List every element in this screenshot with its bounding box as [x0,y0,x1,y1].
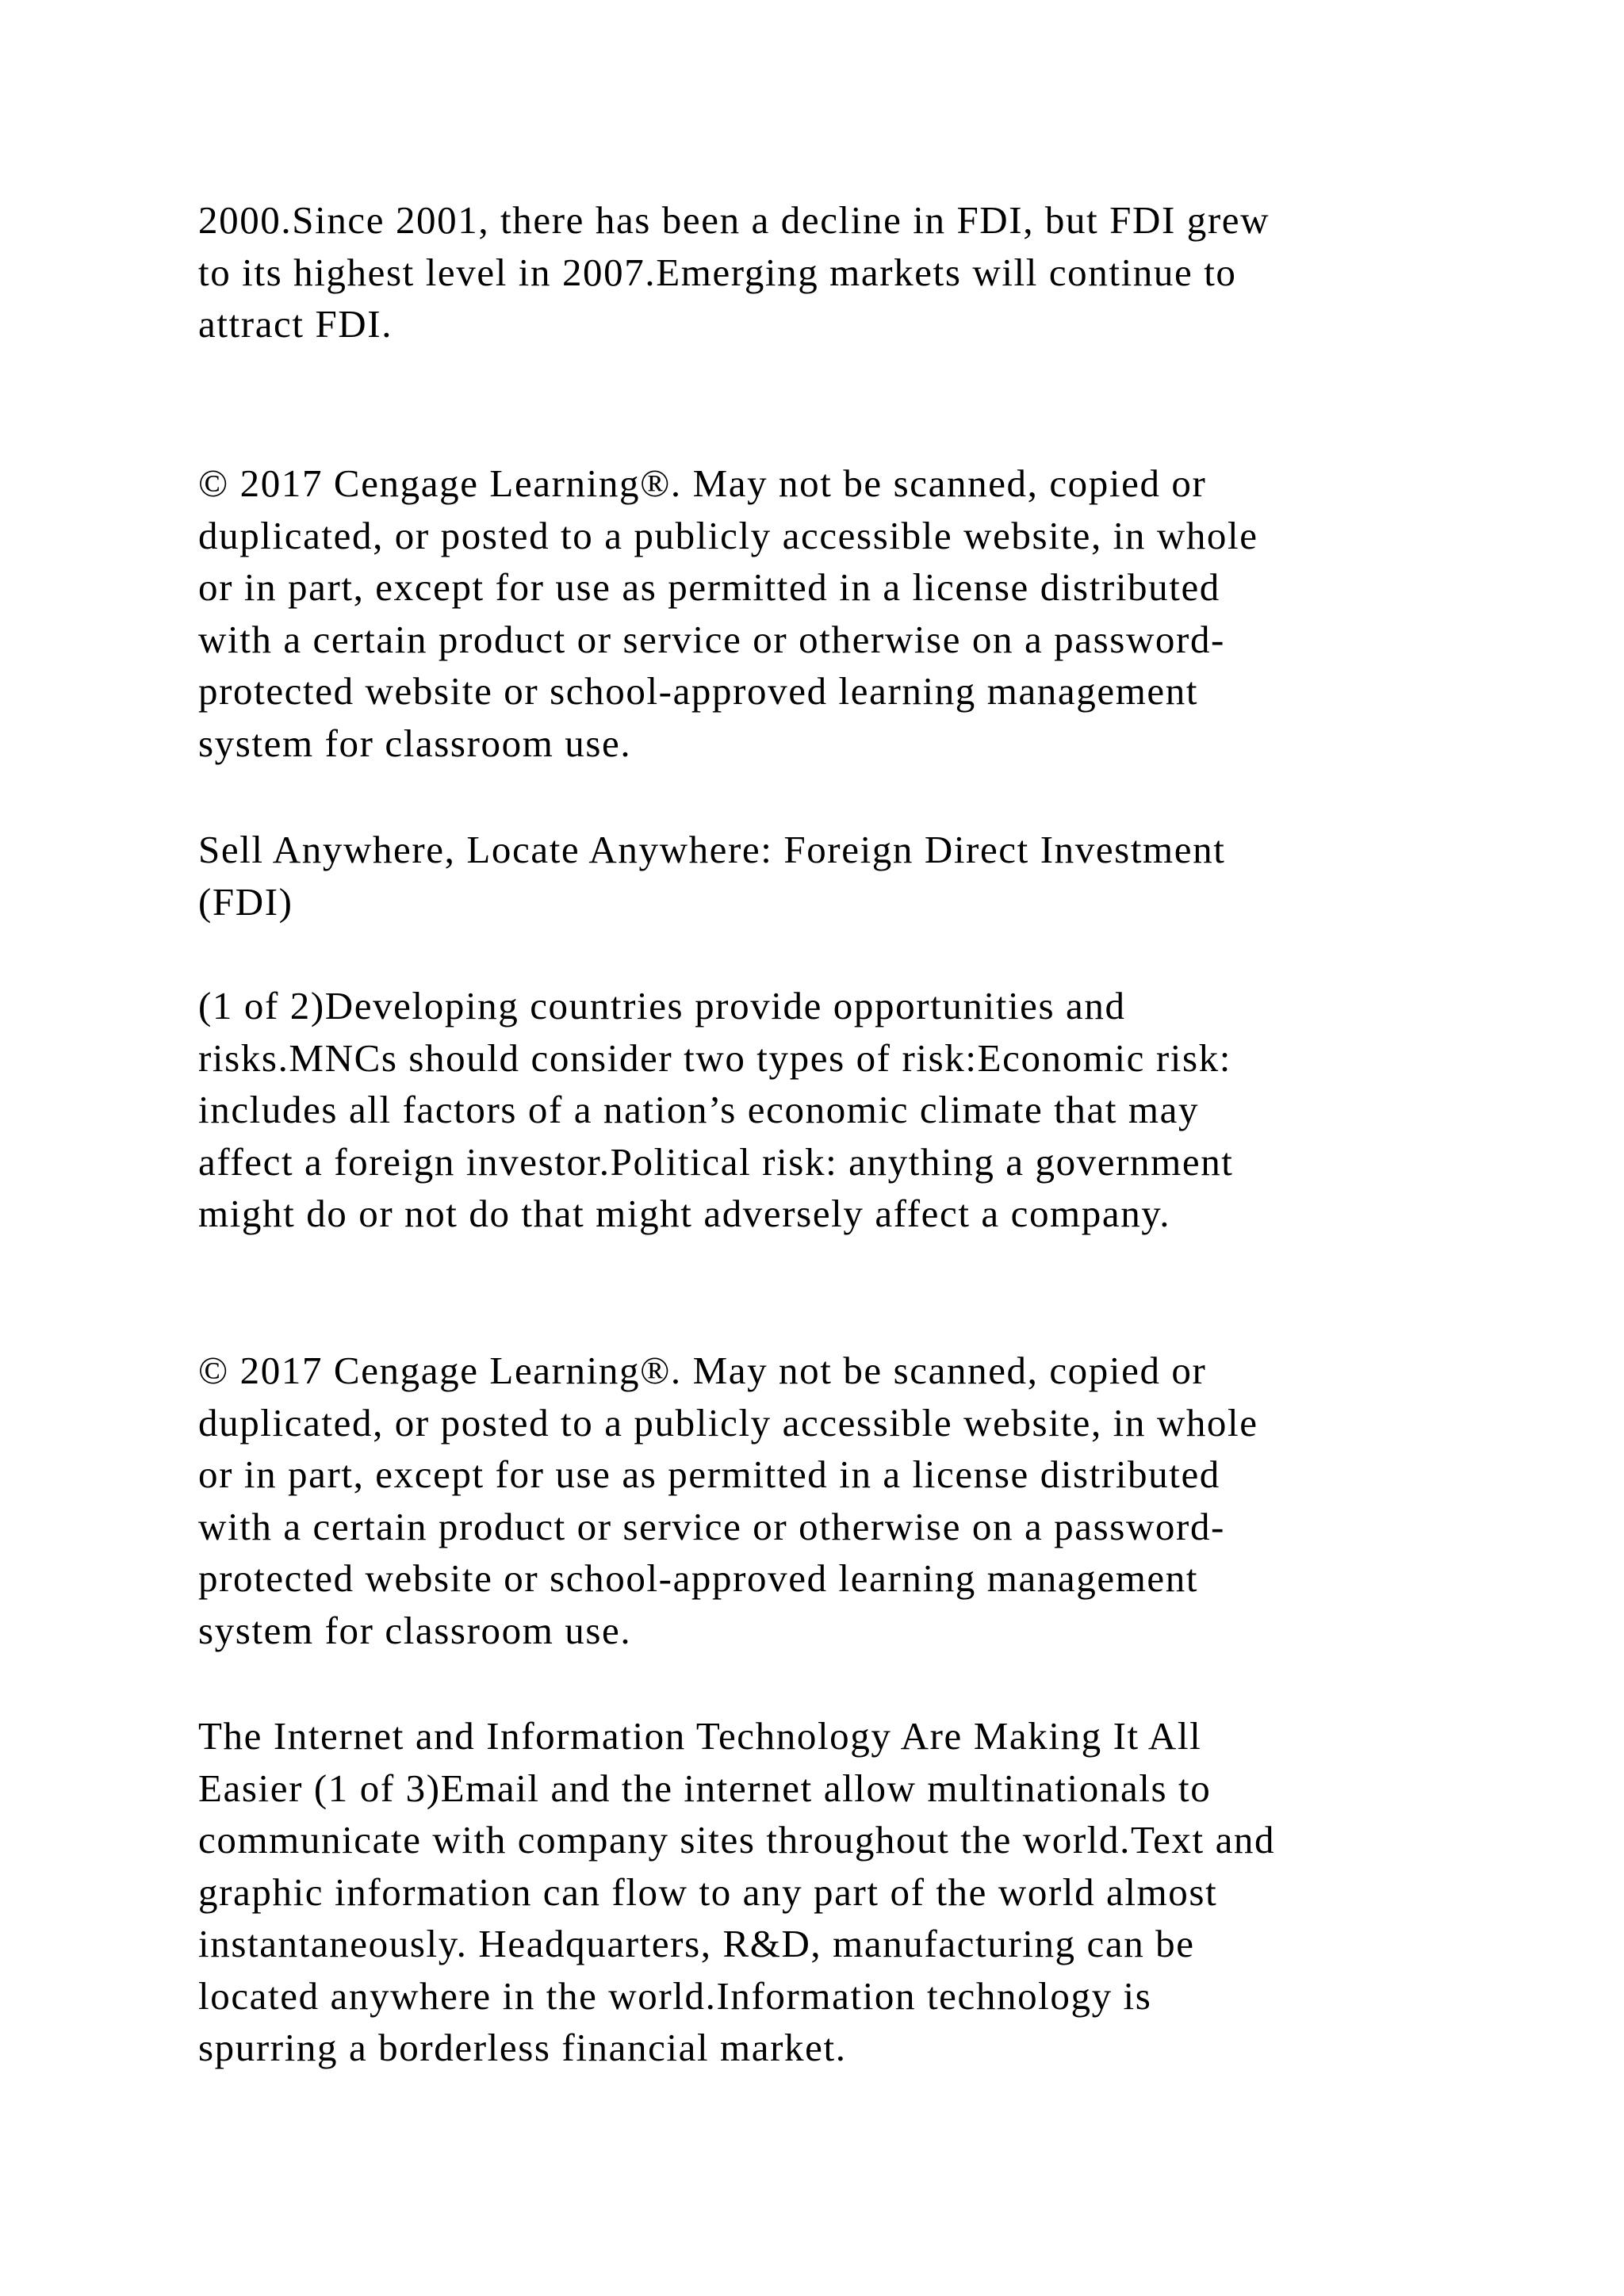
text-line: Easier (1 of 3)Email and the internet allow multinationals to [198,1766,1212,1810]
text-line: instantaneously. Headquarters, R&D, manufacturing can be [198,1922,1195,1965]
text-line: to its highest level in 2007.Emerging markets will continue to [198,250,1237,294]
text-line: or in part, except for use as permitted in a license distributed [198,565,1220,609]
text-line: (FDI) [198,879,293,924]
text-line: with a certain product or service or otherwise on a password- [198,1504,1225,1548]
text-line: risks.MNCs should consider two types of risk:Economic risk: [198,1035,1231,1080]
text-line: graphic information can flow to any part of the world almost [198,1869,1218,1914]
text-line: duplicated, or posted to a publicly accessible website, in whole [198,1400,1258,1445]
section-heading-fdi [198,824,1467,928]
copyright-notice [198,1345,1467,1656]
text-line: © 2017 Cengage Learning®. May not be scanned, copied or [198,1349,1207,1392]
text-line: Sell Anywhere, Locate Anywhere: Foreign Direct Investment [198,828,1226,871]
copyright-notice [198,457,1467,769]
text-line: 2000.Since 2001, there has been a decline in FDI, but FDI grew [198,198,1270,242]
text-line: located anywhere in the world.Information technology is [198,1973,1152,2018]
text-line: or in part, except for use as permitted in a license distributed [198,1452,1220,1496]
text-line: protected website or school-approved learning management [198,669,1199,713]
text-line: includes all factors of a nation’s economic climate that may [198,1088,1200,1131]
text-line: duplicated, or posted to a publicly accessible website, in whole [198,513,1258,557]
text-line: protected website or school-approved learning management [198,1556,1199,1600]
text-line: might do or not do that might adversely affect a company. [198,1192,1171,1235]
text-line: system for classroom use. [198,721,632,765]
text-line: with a certain product or service or otherwise on a password- [198,617,1225,661]
paragraph-internet-it [198,1710,1467,2074]
text-line: attract FDI. [198,302,393,346]
text-line: system for classroom use. [198,1608,632,1652]
text-line: © 2017 Cengage Learning®. May not be scanned, copied or [198,461,1207,505]
text-line: communicate with company sites throughout the world.Text and [198,1818,1276,1862]
paragraph-risks [198,980,1467,1240]
paragraph-fdi-trend [198,194,1467,350]
text-line: (1 of 2)Developing countries provide opportunities and [198,984,1126,1027]
text-line: The Internet and Information Technology Are Making It All [198,1714,1202,1758]
text-line: affect a foreign investor.Political risk: anything a government [198,1139,1234,1184]
text-line: spurring a borderless financial market. [198,2026,847,2069]
